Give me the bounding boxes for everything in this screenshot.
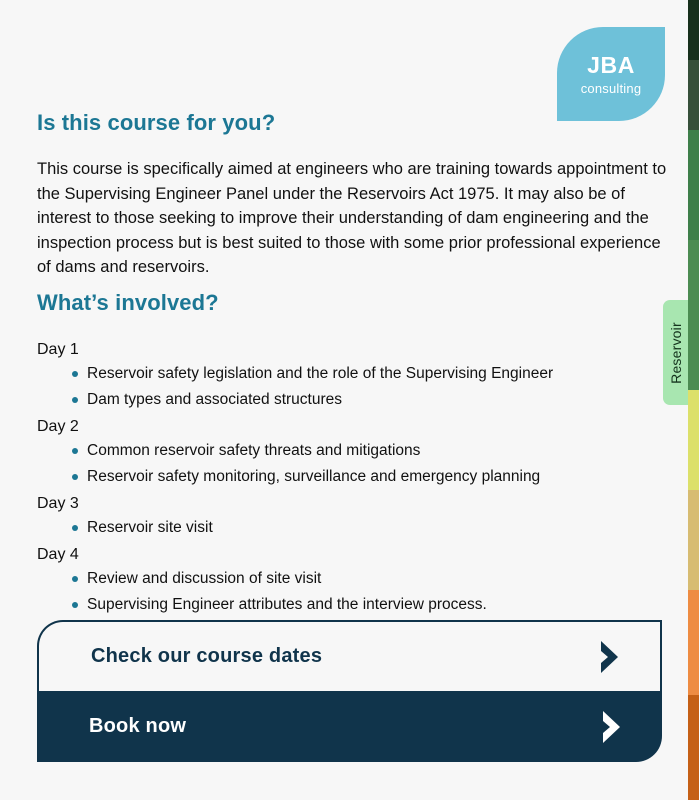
day-item — [72, 362, 637, 386]
day-item-list — [37, 567, 637, 617]
day-item-label: Reservoir site visit — [87, 519, 213, 536]
bullet-dot-icon — [72, 474, 78, 480]
day-item-list — [37, 516, 637, 540]
day-item-label: Reservoir safety legislation and the role of the Supervising Engineer — [87, 365, 554, 382]
bullet-dot-icon — [72, 371, 78, 377]
day-group — [37, 542, 637, 617]
book-now-label: Book now — [89, 715, 187, 737]
color-rail-segment — [688, 240, 699, 390]
bullet-dot-icon — [72, 397, 78, 403]
day-label: Day 3 — [37, 495, 79, 512]
day-item-list — [37, 439, 637, 489]
day-label: Day 1 — [37, 341, 79, 358]
day-item — [72, 439, 637, 463]
audience-heading: Is this course for you? — [37, 110, 276, 135]
day-item — [72, 465, 637, 489]
color-rail-segment — [688, 130, 699, 240]
logo-wordmark: JBA — [587, 52, 635, 78]
book-now-button[interactable] — [37, 691, 662, 762]
day-item — [72, 593, 637, 617]
color-rail-segment — [688, 590, 699, 695]
day-item — [72, 516, 637, 540]
day-item-label: Reservoir safety monitoring, surveillance and emergency planning — [87, 468, 541, 485]
chevron-right-icon — [599, 640, 621, 674]
day-group — [37, 491, 637, 540]
cta-button-group — [37, 620, 662, 762]
day-item-list — [37, 362, 637, 412]
jba-logo — [557, 27, 665, 121]
day-item-label: Review and discussion of site visit — [87, 570, 322, 587]
bullet-dot-icon — [72, 525, 78, 531]
day-item-label: Supervising Engineer attributes and the interview process. — [87, 596, 487, 613]
color-rail-segment — [688, 490, 699, 590]
check-course-dates-label: Check our course dates — [91, 645, 323, 667]
day-group — [37, 337, 637, 412]
color-rail-segment — [688, 390, 699, 490]
day-item-label: Common reservoir safety threats and mitigations — [87, 442, 421, 459]
check-course-dates-button[interactable] — [37, 620, 662, 691]
color-rail-segment — [688, 0, 699, 60]
course-schedule — [37, 337, 637, 619]
bullet-dot-icon — [72, 602, 78, 608]
day-item-label: Dam types and associated structures — [87, 391, 343, 408]
day-item — [72, 567, 637, 591]
day-item — [72, 388, 637, 412]
bullet-dot-icon — [72, 576, 78, 582]
day-label: Day 4 — [37, 546, 79, 563]
logo-subword: consulting — [580, 81, 642, 96]
day-group — [37, 414, 637, 489]
chevron-right-icon — [601, 710, 623, 744]
day-label: Day 2 — [37, 418, 79, 435]
color-rail — [688, 0, 699, 800]
reservoir-side-tab-label: Reservoir — [667, 321, 684, 384]
reservoir-side-tab[interactable] — [663, 300, 688, 405]
color-rail-segment — [688, 60, 699, 130]
bullet-dot-icon — [72, 448, 78, 454]
involved-heading: What’s involved? — [37, 290, 219, 315]
audience-paragraph: This course is specifically aimed at engineers who are training towards appointment to the Supervising Engineer Panel under the Reservoirs Act 1975. It may also be of interest to those seeking to improve their understanding of dam engineering and the inspection process but is best suited to those with some prior professional experience of dams and reservoirs. — [37, 160, 667, 276]
color-rail-segment — [688, 695, 699, 800]
